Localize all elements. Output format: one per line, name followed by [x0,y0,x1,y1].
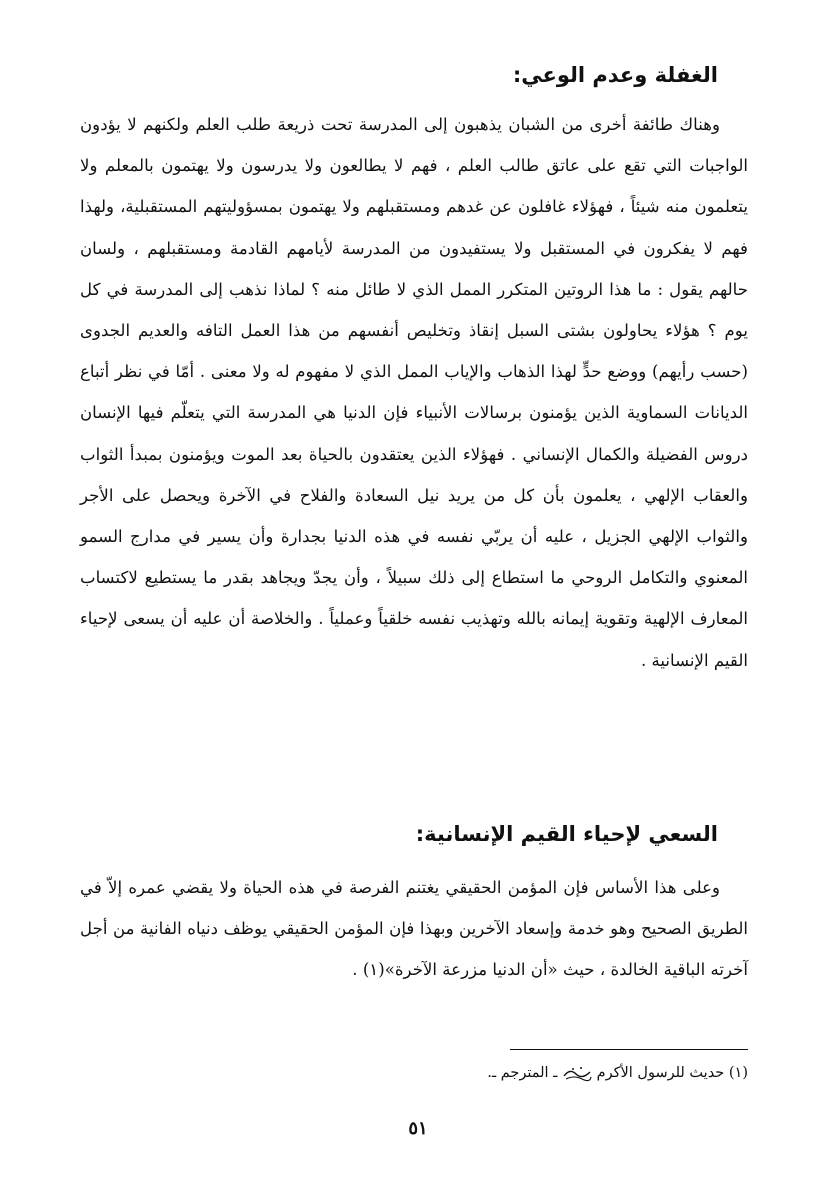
page-number: ٥١ [408,1118,428,1139]
footnote [487,1060,748,1086]
section-heading-reviving-values: السعي لإحياء القيم الإنسانية: [415,822,718,846]
footnote-text: (١) حديث للرسول الأكرم [596,1065,748,1081]
body-paragraph-heedlessness: وهناك طائفة أخرى من الشبان يذهبون إلى المدرسة تحت ذريعة طلب العلم ولكنهم لا يؤدون الواجبات التي تقع على عاتق طالب العلم ، فهم لا يطالعون ولا يدرسون ولا يهتمون بالمعلم ولا يتعلمون منه شيئاً ، فهؤلاء غافلون عن غدهم ومستقبلهم ولا يهتمون بمسؤوليتهم المستقبلية، ولهذا فهم لا يفكرون في المستقبل ولا يستفيدون من المدرسة لأيامهم القادمة ومستقبلهم ، ولسان حالهم يقول : ما هذا الروتين المتكرر الممل الذي لا طائل منه ؟ لماذا نذهب إلى المدرسة في كل يوم ؟ هؤلاء يحاولون بشتى السبل إنقاذ وتخليص أنفسهم من هذا العمل التافه والعديم الجدوى (حسب رأيهم) ووضع حدٍّ لهذا الذهاب والإياب الممل الذي لا مفهوم له ولا معنى . أمّا في نظر أتباع الديانات السماوية الذين يؤمنون برسالات الأنبياء فإن الدنيا هي المدرسة التي يتعلّم فيها الإنسان دروس الفضيلة والكمال الإنساني . فهؤلاء الذين يعتقدون بالحياة بعد الموت ويؤمنون بمبدأ الثواب والعقاب الإلهي ، يعلمون بأن كل من يريد نيل السعادة والفلاح في الآخرة ويحصل على الأجر والثواب الإلهي الجزيل ، عليه أن يربّي نفسه في هذه الدنيا بجدارة وأن يسير في مدارج السمو المعنوي والتكامل الروحي ما استطاع إلى ذلك سبيلاً ، وأن يجدّ ويجاهد بقدر ما يستطيع لاكتساب المعارف الإلهية وتقوية إيمانه بالله وتهذيب نفسه خلقياً وعملياً . والخلاصة أن عليه أن يسعى لإحياء القيم الإنسانية . [80,115,748,670]
body-paragraph-reviving-values: وعلى هذا الأساس فإن المؤمن الحقيقي يغتنم الفرصة في هذه الحياة ولا يقضي عمره إلاّ في الطريق الصحيح وهو خدمة وإسعاد الآخرين وبهذا فإن المؤمن الحقيقي يوظف دنياه الفانية من أجل آخرته الباقية الخالدة ، حيث «أن الدنيا مزرعة الآخرة»(١) . [80,878,748,980]
footnote-divider [510,1049,748,1050]
footnote-suffix: ـ المترجم ـ. [487,1065,558,1081]
salawat-seal-icon [562,1064,592,1082]
section-heading-heedlessness: الغفلة وعدم الوعي: [512,63,718,87]
